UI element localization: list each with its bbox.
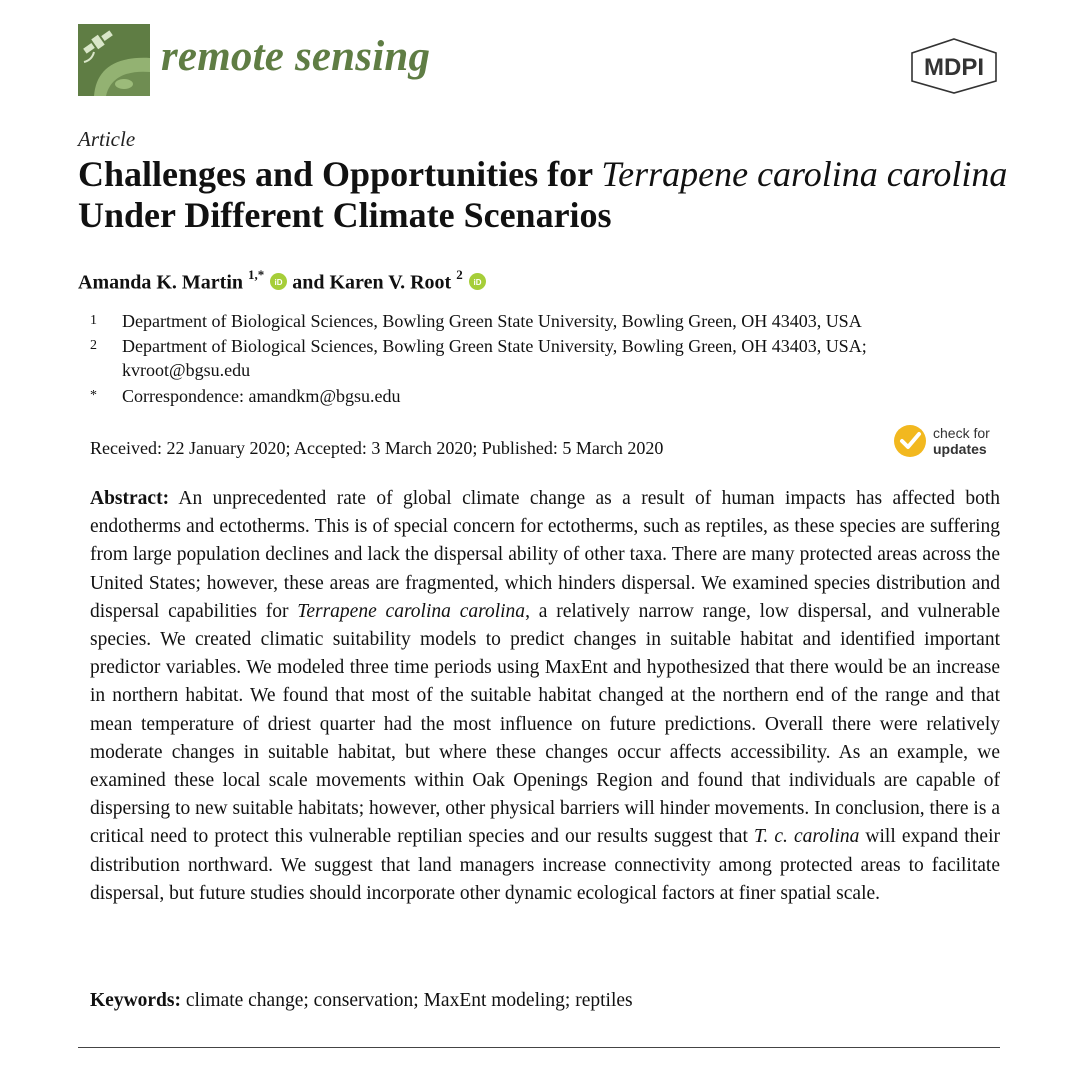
title-part-2: Under Different Climate Scenarios [78,195,612,235]
keywords-text: climate change; conservation; MaxEnt modeling; reptiles [181,990,633,1011]
orcid-icon[interactable] [270,273,287,290]
article-type: Article [78,127,136,151]
abstract-text: An unprecedented rate of global climate change as a result of human impacts has affected both endotherms and ectotherms. This is of special concern for ectotherms, such as reptiles, as these species are suffering from large population declines and lack the dispersal ability of other taxa. There are many protected areas across the United States; however, these areas are fragmented, which hinders dispersal. We examined species distribution and dispersal capabilities for [90,488,1000,622]
journal-logo-icon [78,24,150,96]
title-part-1: Challenges and Opportunities for [78,154,602,194]
title-species-name: Terrapene carolina carolina [601,154,1008,194]
abstract [90,485,1000,908]
keywords-label: Keywords: [90,990,181,1011]
author-affiliation-mark: 2 [456,267,463,282]
svg-text:iD: iD [473,277,482,287]
check-for-updates-button[interactable] [893,421,1005,461]
check-label-1: check for [933,425,990,441]
affiliation-mark: 2 [90,338,97,353]
abstract-species-abbrev: T. c. carolina [753,826,860,848]
abstract-text: , a relatively narrow range, low dispersal, and vulnerable species. We created climatic suitability models to predict changes in suitable habitat and identified important predictor variables. We modeled three time periods using MaxEnt and hypothesized that there would be an increase in northern habitat. We found that most of the suitable habitat changed at the northern end of the range and that mean temperature of driest quarter had the most influence on future predictions. Overall there were relatively moderate changes in suitable habitat, but where these changes occur affects accessibility. As an example, we examined these local scale movements within Oak Openings Region and found that individuals are capable of dispersing to new suitable habitats; however, other physical barriers will hinder movements. In conclusion, there is a critical need to protect this vulnerable reptilian species and our results suggest that [90,600,1000,848]
correspondence [90,384,401,408]
affiliation-text: Department of Biological Sciences, Bowling Green State University, Bowling Green, OH 43403, USA [122,311,862,331]
affiliation-email[interactable]: kvroot@bgsu.edu [122,360,251,380]
publisher-name: MDPI [924,54,984,81]
publication-dates: Received: 22 January 2020; Accepted: 3 March 2020; Published: 5 March 2020 [90,438,664,458]
correspondence-mark: * [90,388,97,403]
affiliation-mark: 1 [90,313,97,328]
author-list [78,269,486,295]
abstract-label: Abstract: [90,488,170,509]
author-affiliation-mark: 1,* [248,267,265,282]
abstract-species-name: Terrapene carolina carolina [297,600,526,622]
article-title [78,154,1008,236]
journal-name: remote sensing [161,33,431,80]
author-name: Karen V. Root [329,271,452,294]
author-name: Amanda K. Martin [78,271,243,294]
svg-text:iD: iD [274,277,283,287]
author-joiner: and [287,271,330,294]
orcid-icon[interactable] [469,273,486,290]
keywords [90,990,633,1012]
affiliation-2 [90,334,867,382]
affiliation-1 [90,309,862,333]
affiliation-text: Department of Biological Sciences, Bowling Green State University, Bowling Green, OH 43403, USA; [122,336,867,356]
check-label-2: updates [933,441,987,457]
divider-rule [78,1047,1000,1048]
publisher-logo [908,37,1000,95]
check-badge-icon [894,425,926,457]
abstract-text: will expand their distribution northward. We suggest that land managers increase connectivity among protected areas to facilitate dispersal, but future studies should incorporate other dynamic ecological factors at finer spatial scale. [90,826,1000,904]
correspondence-text[interactable]: Correspondence: amandkm@bgsu.edu [122,386,401,406]
